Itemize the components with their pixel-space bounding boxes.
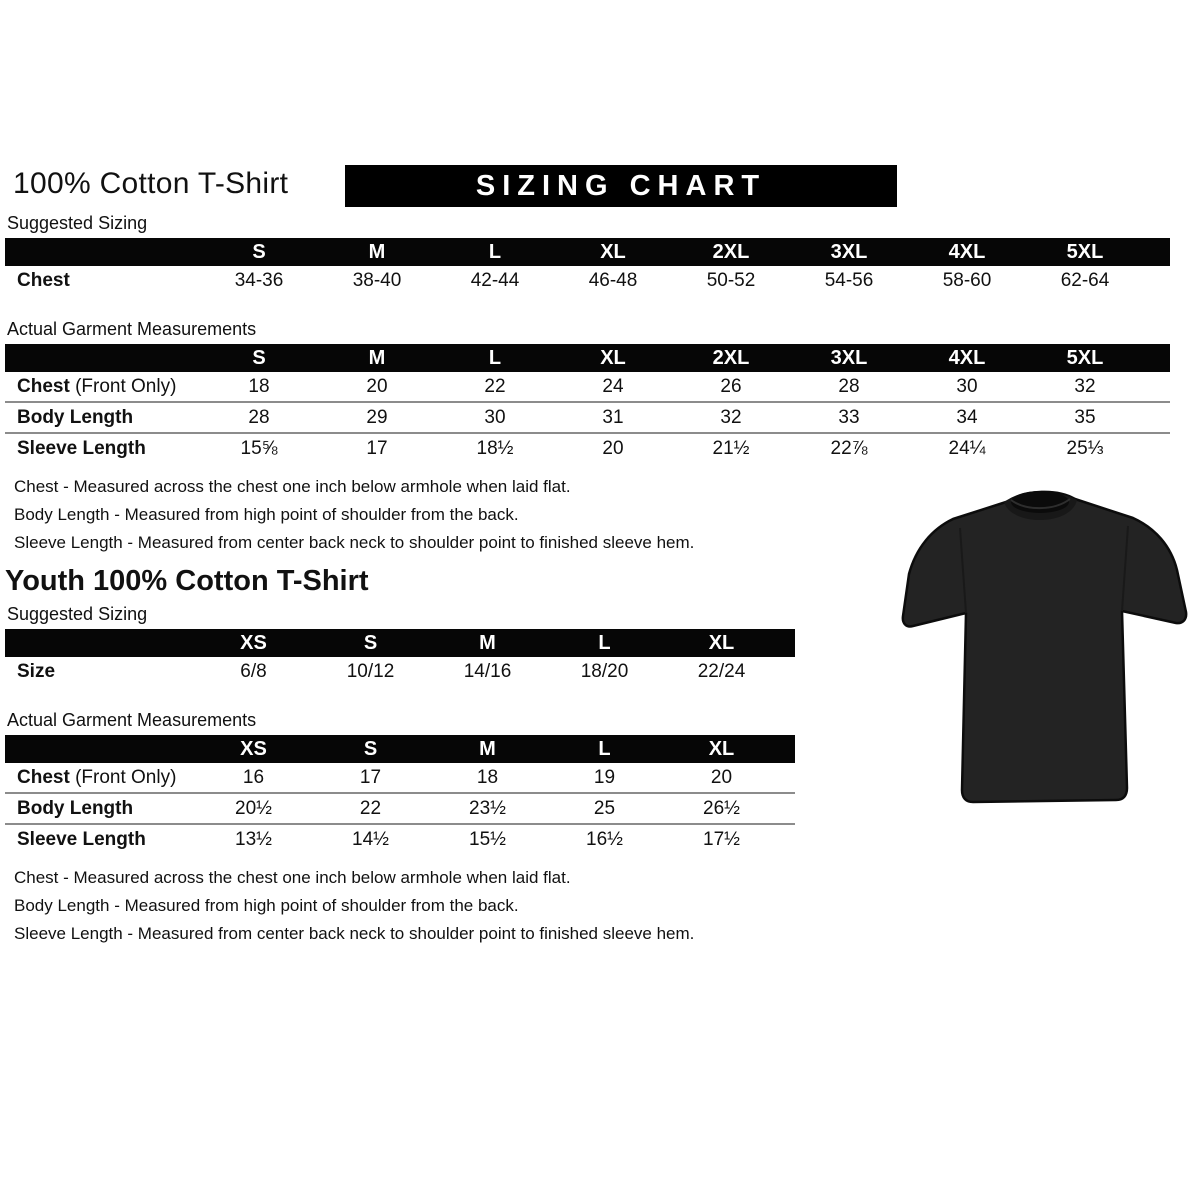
header-cell: XS — [195, 735, 312, 763]
row-label-cell — [5, 657, 195, 686]
row-label-cell — [5, 793, 195, 824]
page-title: 100% Cotton T-Shirt — [13, 167, 289, 200]
header-cell: 4XL — [908, 344, 1026, 372]
adult-suggested-header-row — [5, 238, 1170, 266]
table-row — [5, 793, 795, 824]
header-cell: M — [318, 238, 436, 266]
value-cell: 38-40 — [352, 269, 402, 291]
value-cell: 22 — [484, 375, 506, 397]
value-cell: 33 — [790, 402, 908, 433]
value-cell: 17 — [359, 766, 382, 788]
header-cell: 5XL — [1026, 238, 1144, 266]
value-cell: 25⅓ — [1026, 433, 1144, 463]
value-cell: 26 — [720, 375, 742, 397]
value-cell: 14/16 — [463, 660, 512, 682]
value-cell: 21½ — [672, 433, 790, 463]
header-cell: L — [546, 629, 663, 657]
value-cell: 17 — [318, 433, 436, 463]
tshirt-svg — [888, 468, 1200, 820]
value-cell: 28 — [200, 402, 318, 433]
header-cell-empty — [5, 344, 200, 372]
adult-suggested-label: Suggested Sizing — [7, 213, 148, 233]
value-cell: 35 — [1026, 402, 1144, 433]
spacer-cell — [1144, 402, 1170, 433]
header-cell: S — [312, 629, 429, 657]
spacer-cell — [780, 657, 795, 686]
value-cell: 20 — [366, 375, 388, 397]
value-cell: 42-44 — [470, 269, 520, 291]
header-cell: 4XL — [908, 238, 1026, 266]
header-row — [5, 165, 1200, 211]
row-label-cell — [5, 372, 200, 402]
sizing-chart-banner-label: SIZING CHART — [475, 169, 767, 202]
header-cell: XS — [195, 629, 312, 657]
row-label: Chest — [17, 375, 70, 397]
value-cell: 18/20 — [580, 660, 629, 682]
spacer-cell — [780, 763, 795, 793]
spacer-cell — [1144, 433, 1170, 463]
header-cell: S — [200, 344, 318, 372]
header-cell: XL — [663, 735, 780, 763]
header-cell: L — [546, 735, 663, 763]
header-cell: XL — [554, 238, 672, 266]
note-line: Sleeve Length - Measured from center back neck to shoulder point to finished sleeve hem. — [14, 533, 695, 552]
value-cell: 17½ — [663, 824, 780, 854]
value-cell: 19 — [593, 766, 616, 788]
table-row — [5, 372, 1170, 402]
adult-actual-label: Actual Garment Measurements — [7, 319, 257, 339]
value-cell: 58-60 — [942, 269, 992, 291]
header-cell-empty — [5, 629, 195, 657]
value-cell: 31 — [554, 402, 672, 433]
row-label-cell — [5, 433, 200, 463]
value-cell: 34-36 — [234, 269, 284, 291]
row-label-cell — [5, 402, 200, 433]
header-cell: 5XL — [1026, 344, 1144, 372]
header-cell: 2XL — [672, 344, 790, 372]
youth-section-title: Youth 100% Cotton T-Shirt — [5, 565, 369, 597]
row-label: Chest — [17, 766, 70, 788]
sizing-chart-banner — [345, 165, 897, 207]
value-cell: 15½ — [429, 824, 546, 854]
note-line: Body Length - Measured from high point of shoulder from the back. — [14, 505, 519, 524]
value-cell: 18 — [248, 375, 270, 397]
table-row — [5, 402, 1170, 433]
value-cell: 13½ — [195, 824, 312, 854]
value-cell: 50-52 — [706, 269, 756, 291]
value-cell: 30 — [956, 375, 978, 397]
row-label: Body Length — [17, 797, 134, 819]
table-row — [5, 433, 1170, 463]
spacer-cell — [1144, 238, 1170, 266]
value-cell: 46-48 — [588, 269, 638, 291]
row-label: Size — [17, 660, 56, 682]
value-cell: 6/8 — [240, 660, 267, 682]
row-label-cell — [5, 824, 195, 854]
header-cell: 3XL — [790, 238, 908, 266]
spacer-cell — [1144, 266, 1170, 295]
spacer-cell — [780, 629, 795, 657]
spacer-cell — [780, 735, 795, 763]
row-label-cell — [5, 763, 195, 793]
value-cell: 62-64 — [1060, 269, 1110, 291]
youth-actual-header-row — [5, 735, 795, 763]
value-cell: 18½ — [436, 433, 554, 463]
value-cell: 32 — [1074, 375, 1096, 397]
header-cell: L — [436, 238, 554, 266]
value-cell: 54-56 — [824, 269, 874, 291]
note-line: Body Length - Measured from high point of shoulder from the back. — [14, 896, 519, 915]
table-row — [5, 266, 1170, 295]
row-label: Sleeve Length — [17, 828, 146, 850]
note-line: Sleeve Length - Measured from center back neck to shoulder point to finished sleeve hem. — [14, 924, 695, 943]
spacer-cell — [1144, 372, 1170, 402]
value-cell: 22 — [312, 793, 429, 824]
value-cell: 24¼ — [908, 433, 1026, 463]
row-label: Chest — [17, 269, 70, 291]
value-cell: 23½ — [429, 793, 546, 824]
tshirt-body — [903, 492, 1186, 802]
youth-actual-label: Actual Garment Measurements — [7, 710, 257, 730]
value-cell: 34 — [908, 402, 1026, 433]
spacer-cell — [1144, 344, 1170, 372]
value-cell: 30 — [436, 402, 554, 433]
header-cell: S — [200, 238, 318, 266]
table-row — [5, 657, 795, 686]
value-cell: 15⅝ — [200, 433, 318, 463]
value-cell: 29 — [318, 402, 436, 433]
row-label: Sleeve Length — [17, 437, 146, 459]
spacer-cell — [780, 793, 795, 824]
value-cell: 20½ — [195, 793, 312, 824]
table-row — [5, 824, 795, 854]
note-line: Chest - Measured across the chest one inch below armhole when laid flat. — [14, 868, 571, 887]
value-cell: 32 — [672, 402, 790, 433]
header-cell: M — [429, 735, 546, 763]
note-line: Chest - Measured across the chest one inch below armhole when laid flat. — [14, 477, 571, 496]
row-label-suffix: (Front Only) — [69, 766, 177, 788]
header-cell-empty — [5, 238, 200, 266]
youth-suggested-header-row — [5, 629, 795, 657]
header-cell: M — [429, 629, 546, 657]
youth-actual-table — [5, 735, 795, 854]
value-cell: 10/12 — [346, 660, 395, 682]
header-cell: 3XL — [790, 344, 908, 372]
youth-suggested-label: Suggested Sizing — [7, 604, 148, 624]
value-cell: 25 — [546, 793, 663, 824]
value-cell: 20 — [554, 433, 672, 463]
row-label-cell — [5, 266, 200, 295]
value-cell: 16½ — [546, 824, 663, 854]
header-cell: L — [436, 344, 554, 372]
value-cell: 16 — [242, 766, 265, 788]
value-cell: 26½ — [663, 793, 780, 824]
table-row — [5, 763, 795, 793]
row-label-suffix: (Front Only) — [69, 375, 177, 397]
header-cell-empty — [5, 735, 195, 763]
header-cell: S — [312, 735, 429, 763]
header-cell: XL — [554, 344, 672, 372]
youth-measurement-notes — [14, 864, 1200, 948]
adult-actual-table — [5, 344, 1170, 463]
value-cell: 28 — [838, 375, 860, 397]
adult-actual-header-row — [5, 344, 1170, 372]
tshirt-image — [888, 468, 1200, 820]
value-cell: 24 — [602, 375, 624, 397]
value-cell: 22/24 — [697, 660, 746, 682]
spacer-cell — [780, 824, 795, 854]
header-cell: M — [318, 344, 436, 372]
value-cell: 22⅞ — [790, 433, 908, 463]
adult-suggested-table — [5, 238, 1170, 295]
row-label: Body Length — [17, 406, 134, 428]
header-cell: 2XL — [672, 238, 790, 266]
tshirt-neck-opening — [1011, 491, 1069, 513]
value-cell: 14½ — [312, 824, 429, 854]
value-cell: 18 — [476, 766, 499, 788]
youth-suggested-table — [5, 629, 795, 686]
header-cell: XL — [663, 629, 780, 657]
value-cell: 20 — [710, 766, 733, 788]
